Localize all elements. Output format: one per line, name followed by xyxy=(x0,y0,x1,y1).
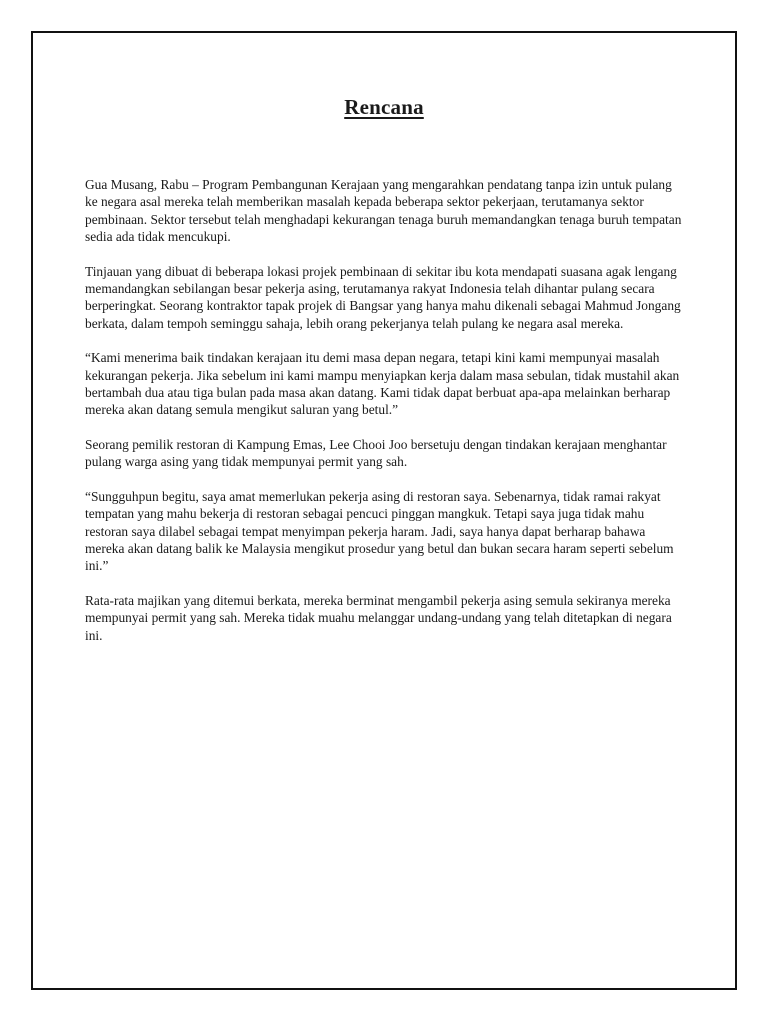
document-body xyxy=(85,176,685,661)
paragraph-1: Gua Musang, Rabu – Program Pembangunan Kerajaan yang mengarahkan pendatang tanpa izin untuk pulang ke negara asal mereka telah memberikan masalah kepada beberapa sektor pekerjaan, terutamanya sektor pembinaan. Sektor tersebut telah menghadapi kekurangan tenaga buruh memandangkan tenaga buruh tempatan sedia ada tidak mencukupi. xyxy=(85,177,682,245)
paragraph-5-quote: “Sungguhpun begitu, saya amat memerlukan pekerja asing di restoran saya. Sebenarnya, tidak ramai rakyat tempatan yang mahu bekerja di restoran sebagai pencuci pinggan mangkuk. Tetapi saya juga tidak mahu restoran saya dilabel sebagai tempat menyimpan pekerja haram. Jadi, saya hanya dapat berharap bahawa mereka akan datang balik ke Malaysia mengikut prosedur yang betul dan bukan secara haram seperti sebelum ini.” xyxy=(85,488,674,574)
document-title: Rencana xyxy=(344,95,424,119)
paragraph-3-quote: “Kami menerima baik tindakan kerajaan itu demi masa depan negara, tetapi kini kami mempunyai masalah kekurangan pekerja. Jika sebelum ini kami mampu menyiapkan kerja dalam masa sebulan, tidak mustahil akan bertambah dua atau tiga bulan pada masa akan datang. Kami tidak dapat berbuat apa-apa melainkan berharap mereka akan datang semula mengikut saluran yang betul.” xyxy=(85,350,680,418)
paragraph-2: Tinjauan yang dibuat di beberapa lokasi projek pembinaan di sekitar ibu kota mendapati suasana agak lengang memandangkan sebilangan besar pekerja asing, terutamanya rakyat Indonesia telah dihantar pulang secara berperingkat. Seorang kontraktor tapak projek di Bangsar yang hanya mahu dikenali sebagai Mahmud Jongang berkata, dalam tempoh seminggu sahaja, lebih orang pekerjanya telah pulang ke negara asal mereka. xyxy=(85,263,681,331)
paragraph-4: Seorang pemilik restoran di Kampung Emas, Lee Chooi Joo bersetuju dengan tindakan kerajaan menghantar pulang warga asing yang tidak mempunyai permit yang sah. xyxy=(85,436,667,470)
paragraph-6: Rata-rata majikan yang ditemui berkata, mereka berminat mengambil pekerja asing semula sekiranya mereka mempunyai permit yang sah. Mereka tidak muahu melanggar undang-undang yang telah ditetapkan di negara ini. xyxy=(85,592,672,643)
document-page xyxy=(31,31,737,990)
